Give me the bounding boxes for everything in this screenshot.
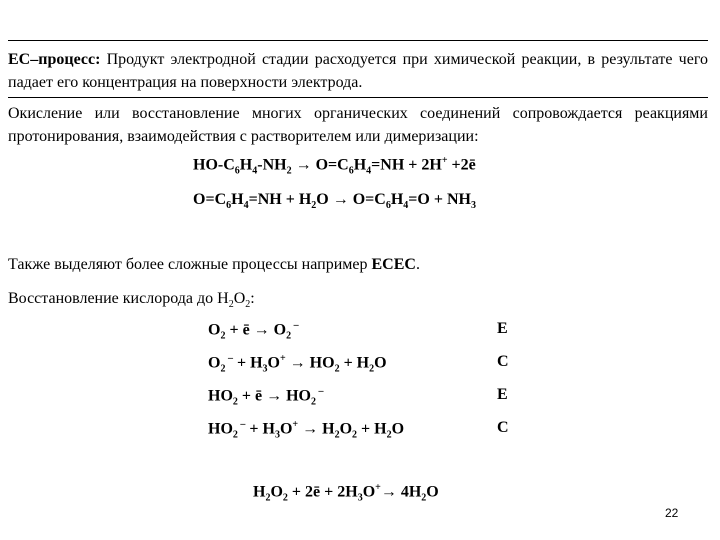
intro-paragraph [8,48,708,94]
step-sub: 2 [334,363,340,375]
eq-b-part: H [231,191,244,208]
eq-a-part: → O=C [291,156,349,174]
step-sup: – [225,353,233,364]
step-4-label: C [497,419,509,436]
oxygen-sub: 2 [228,299,234,311]
eq-a-part: =NH + 2H [371,156,442,174]
ec-process-term: ЕС–процесс: [8,51,101,68]
oxidation-text: Окисление или восстановление многих органических соединений сопровождается реакциями протонирования, взаимодействия с растворителем или димеризации: [8,105,708,145]
step-part: + H [232,354,263,372]
step-2-equation [208,353,387,375]
step-part: O [208,321,221,339]
eq-b-sub: 4 [243,200,249,212]
oxygen-text: O [233,290,246,307]
intro-text: Продукт электродной стадии расходуется при химической реакции, в результате чего падает его концентрация на поверхности электрода. [8,51,708,91]
step-1-label: E [497,320,508,337]
step-part: O [279,420,293,438]
overall-part: H [253,483,266,501]
top-separator [8,40,708,41]
eq-a-part: HO-C [193,156,235,174]
eq-b-sub: 2 [311,200,317,212]
eq-b-sub: 4 [403,200,409,212]
step-sup: + [292,419,299,430]
step-sup: – [237,419,246,430]
step-sup: + [279,353,286,364]
step-sub: 3 [274,429,280,441]
step-part: O [339,420,353,438]
step-sub: 3 [262,363,268,375]
eq-b-sub: 6 [226,200,232,212]
step-2-label: C [497,353,509,370]
complex-processes-paragraph [8,253,708,276]
complex-text: Также выделяют более сложные процессы например [8,256,372,273]
eq-b-part: =NH + H [248,191,312,208]
step-3-equation [208,386,324,408]
overall-part: + 2ē + 2H [287,483,358,501]
overall-sub: 3 [357,492,363,504]
overall-sub: 2 [282,492,288,504]
step-part: HO [208,420,233,438]
eq-b-part: O → O=C [316,191,386,208]
step-part: O [208,354,221,372]
eq-b-sub: 3 [470,200,476,212]
overall-part: O [426,483,439,501]
overall-part: → 4H [380,483,422,501]
step-sub: 2 [334,429,340,441]
eq-b-sub: 6 [385,200,391,212]
eq-a-part: H [353,156,367,174]
step-sub: 2 [232,396,238,408]
step-part: + ē → HO [237,387,311,405]
overall-sub: 2 [265,492,271,504]
oxygen-sub: 2 [245,299,251,311]
step-sub: 2 [352,429,358,441]
step-part: → HO [285,354,335,372]
eq-b-part: O=C [193,191,227,208]
eq-a-part: +2ē [447,156,476,174]
step-sub: 2 [311,396,316,408]
eq-a-sub: 2 [286,165,292,177]
eq-b-part: H [390,191,404,208]
step-sub: 2 [220,363,226,375]
eq-a-sub: 4 [366,165,372,177]
eq-a-sub: 6 [234,165,240,177]
overall-equation [253,482,439,504]
eq-a-sup: + [441,155,448,166]
complex-tail: . [415,256,420,273]
step-part: + H [245,420,275,438]
overall-part: O [270,483,283,501]
overall-part: O [362,483,376,501]
step-sub: 2 [286,330,292,342]
eq-a-sub: 6 [348,165,354,177]
oxidation-paragraph [8,102,708,148]
page-number: 22 [665,506,679,520]
step-sub: 2 [369,363,375,375]
step-sub: 2 [232,429,238,441]
step-sup: – [291,320,299,331]
overall-sub: 2 [421,492,427,504]
equation-b [193,191,476,211]
overall-sup: + [375,482,381,493]
step-part: HO [208,387,233,405]
step-sub: 2 [386,429,392,441]
eq-a-part: H [239,156,253,174]
step-4-equation [208,419,404,441]
eq-a-sub: 4 [252,165,258,177]
oxygen-reduction-paragraph [8,287,708,316]
step-part: O [391,420,405,438]
step-part: O [374,354,387,372]
step-part: O [267,354,280,372]
step-1-equation [208,320,299,342]
step-3-label: E [497,386,508,403]
oxygen-text: Восстановление кислорода до H [8,290,229,307]
step-sub: 2 [220,330,226,342]
step-part: + H [357,420,387,438]
step-part: → H [298,420,335,438]
step-sup: – [316,386,324,397]
middle-separator [8,97,708,98]
step-part: + H [339,354,370,372]
equation-a [193,155,476,177]
oxygen-text: : [250,290,255,307]
ecec-term: ЕСЕС [371,256,416,273]
eq-a-part: -NH [257,156,287,174]
eq-b-part: =O + NH [408,191,471,208]
step-part: + ē → O [225,321,287,339]
